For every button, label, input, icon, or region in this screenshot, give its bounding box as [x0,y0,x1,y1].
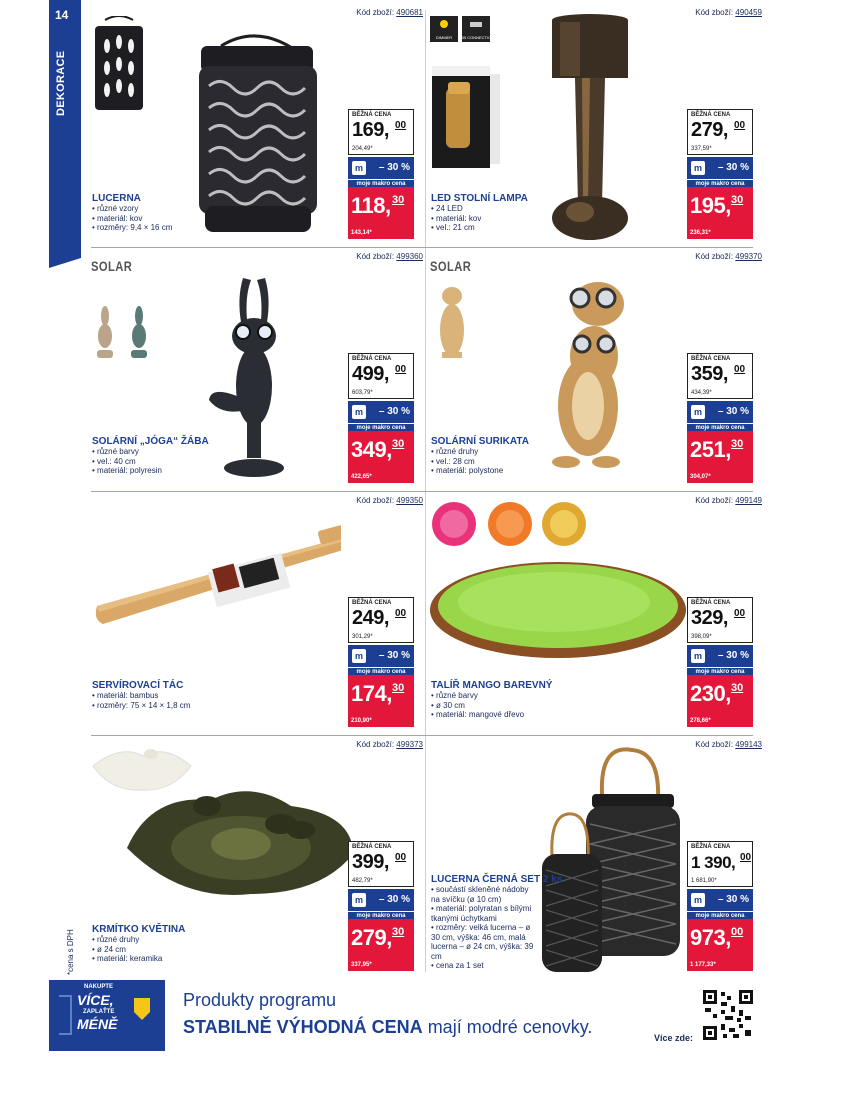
product-code: Kód zboží: 490681 [356,8,423,17]
product-title: TALÍŘ MANGO BAREVNÝ [431,680,553,691]
makro-m-icon: m [352,161,366,175]
promo-label: moje makro cena [687,911,753,919]
bird-feeder-image [91,744,353,916]
chevron-down-icon [134,998,150,1020]
solar-tag: SOLAR [430,258,472,274]
makro-m-icon: m [691,893,705,907]
promo-label: moje makro cena [687,667,753,675]
promo-label: moje makro cena [348,423,414,431]
discount-badge: m – 30 % [348,645,414,667]
makro-m-icon: m [691,161,705,175]
solar-tag: SOLAR [91,258,133,274]
makro-m-icon: m [691,405,705,419]
discount-badge: m – 30 % [687,401,753,423]
promo-price: 118, 30 143,14* [348,187,414,239]
promo-price: 973, 00 1 177,33* [687,919,753,971]
product-specs: • součástí skleněné nádoby na svíčku (ø 10 cm) • materiál: polyratan s bílými tkanými úchytkami • rozměry: velká lucerna – ø 30 cm, výška: 46 cm, malá lucerna – ø 24 cm, výška: 39 cm • cena za 1 set [431,885,539,971]
price-block [687,353,753,483]
footer-subline: STABILNĚ VÝHODNÁ CENA mají modré cenovky. [183,1017,593,1037]
product-specs: • materiál: bambus • rozměry: 75 × 14 × 1,8 cm [92,691,190,710]
promo-label: moje makro cena [348,179,414,187]
product-code: Kód zboží: 499143 [695,740,762,749]
section-label: DEKORACE [55,50,67,116]
price-block [348,353,414,483]
price-block [348,597,414,727]
regular-price: BĚŽNÁ CENA 249, 00 301,29* [348,597,414,643]
price-block [687,597,753,727]
promo-price: 195, 30 236,31* [687,187,753,239]
product-title: SERVÍROVACÍ TÁC [92,680,184,691]
product-specs: • různé barvy • ø 30 cm • materiál: mangové dřevo [431,691,524,720]
regular-price: BĚŽNÁ CENA 499, 00 603,79* [348,353,414,399]
regular-price: BĚŽNÁ CENA 279, 00 337,59* [687,109,753,155]
promo-label: moje makro cena [348,911,414,919]
row-divider [91,247,753,248]
program-logo: NAKUPTE VÍCE, ZAPLAŤTE MÉNĚ [49,980,165,1051]
discount-badge: m – 30 % [687,645,753,667]
lantern-set-image [542,744,692,976]
makro-m-icon: m [691,649,705,663]
regular-price: BĚŽNÁ CENA 329, 00 398,09* [687,597,753,643]
product-card-mango-plate[interactable] [430,496,762,732]
product-title: KRMÍTKO KVĚTINA [92,924,186,935]
footer-headline: Produkty programu [183,990,337,1010]
product-specs: • různé druhy • vel.: 28 cm • materiál: polystone [431,447,503,476]
svg-text:USB CONNECTION: USB CONNECTION [457,35,495,40]
discount-badge: m – 30 % [348,157,414,179]
discount-badge: m – 30 % [348,889,414,911]
product-code: Kód zboží: 499149 [695,496,762,505]
price-block [687,841,753,971]
discount-badge: m – 30 % [687,157,753,179]
promo-label: moje makro cena [348,667,414,675]
regular-price: BĚŽNÁ CENA 169, 00 204,49* [348,109,414,155]
product-specs: • různé druhy • ø 24 cm • materiál: keramika [92,935,162,964]
regular-price: BĚŽNÁ CENA 1 390, 00 1 681,90* [687,841,753,887]
regular-price: BĚŽNÁ CENA 399, 00 482,79* [348,841,414,887]
price-block [687,109,753,239]
product-code: Kód zboží: 499360 [356,252,423,261]
regular-price: BĚŽNÁ CENA 359, 00 434,39* [687,353,753,399]
page-number: 14 [55,8,69,22]
product-title: LUCERNA ČERNÁ SET 2 ks [431,874,563,885]
product-title: LUCERNA [92,193,141,204]
product-title: LED STOLNÍ LAMPA [431,193,528,204]
price-block [348,841,414,971]
makro-m-icon: m [352,649,366,663]
product-card-lantern-set[interactable] [430,740,762,976]
product-code: Kód zboží: 490459 [695,8,762,17]
cart-icon [57,994,75,1036]
product-card-bird-feeder[interactable] [91,740,423,976]
vat-note: *cena s DPH [66,929,75,975]
mango-plate-image [430,502,690,672]
promo-label: moje makro cena [687,179,753,187]
serving-board-image [91,516,341,666]
product-card-frog[interactable] [91,252,423,488]
promo-price: 279, 30 337,95* [348,919,414,971]
discount-badge: m – 30 % [687,889,753,911]
product-card-led-lamp[interactable] [430,8,762,244]
row-divider [91,735,753,736]
more-info-label: Více zde: [654,1033,694,1043]
price-block [348,109,414,239]
product-code: Kód zboží: 499350 [356,496,423,505]
makro-m-icon: m [352,405,366,419]
row-divider [91,491,753,492]
section-sidebar [49,0,81,258]
product-specs: • různé barvy • vel.: 40 cm • materiál: polyresin [92,447,162,476]
qr-code-icon[interactable] [703,990,753,1040]
svg-text:DIMMER: DIMMER [435,35,453,40]
product-card-lucerna[interactable] [91,8,423,244]
product-card-serving-board[interactable] [91,496,423,732]
promo-label: moje makro cena [687,423,753,431]
product-specs: • 24 LED • materiál: kov • vel.: 21 cm [431,204,481,233]
product-code: Kód zboží: 499370 [695,252,762,261]
promo-price: 230, 30 278,66* [687,675,753,727]
product-card-meerkat[interactable] [430,252,762,488]
makro-m-icon: m [352,893,366,907]
product-title: SOLÁRNÍ „JÓGA“ ŽÁBA [92,436,209,447]
product-code: Kód zboží: 499373 [356,740,423,749]
promo-price: 174, 30 210,90* [348,675,414,727]
product-title: SOLÁRNÍ SURIKATA [431,436,529,447]
product-specs: • různé vzory • materiál: kov • rozměry: 9,4 × 16 cm [92,204,172,233]
discount-badge: m – 30 % [348,401,414,423]
promo-price: 349, 30 422,65* [348,431,414,483]
promo-price: 251, 30 304,07* [687,431,753,483]
